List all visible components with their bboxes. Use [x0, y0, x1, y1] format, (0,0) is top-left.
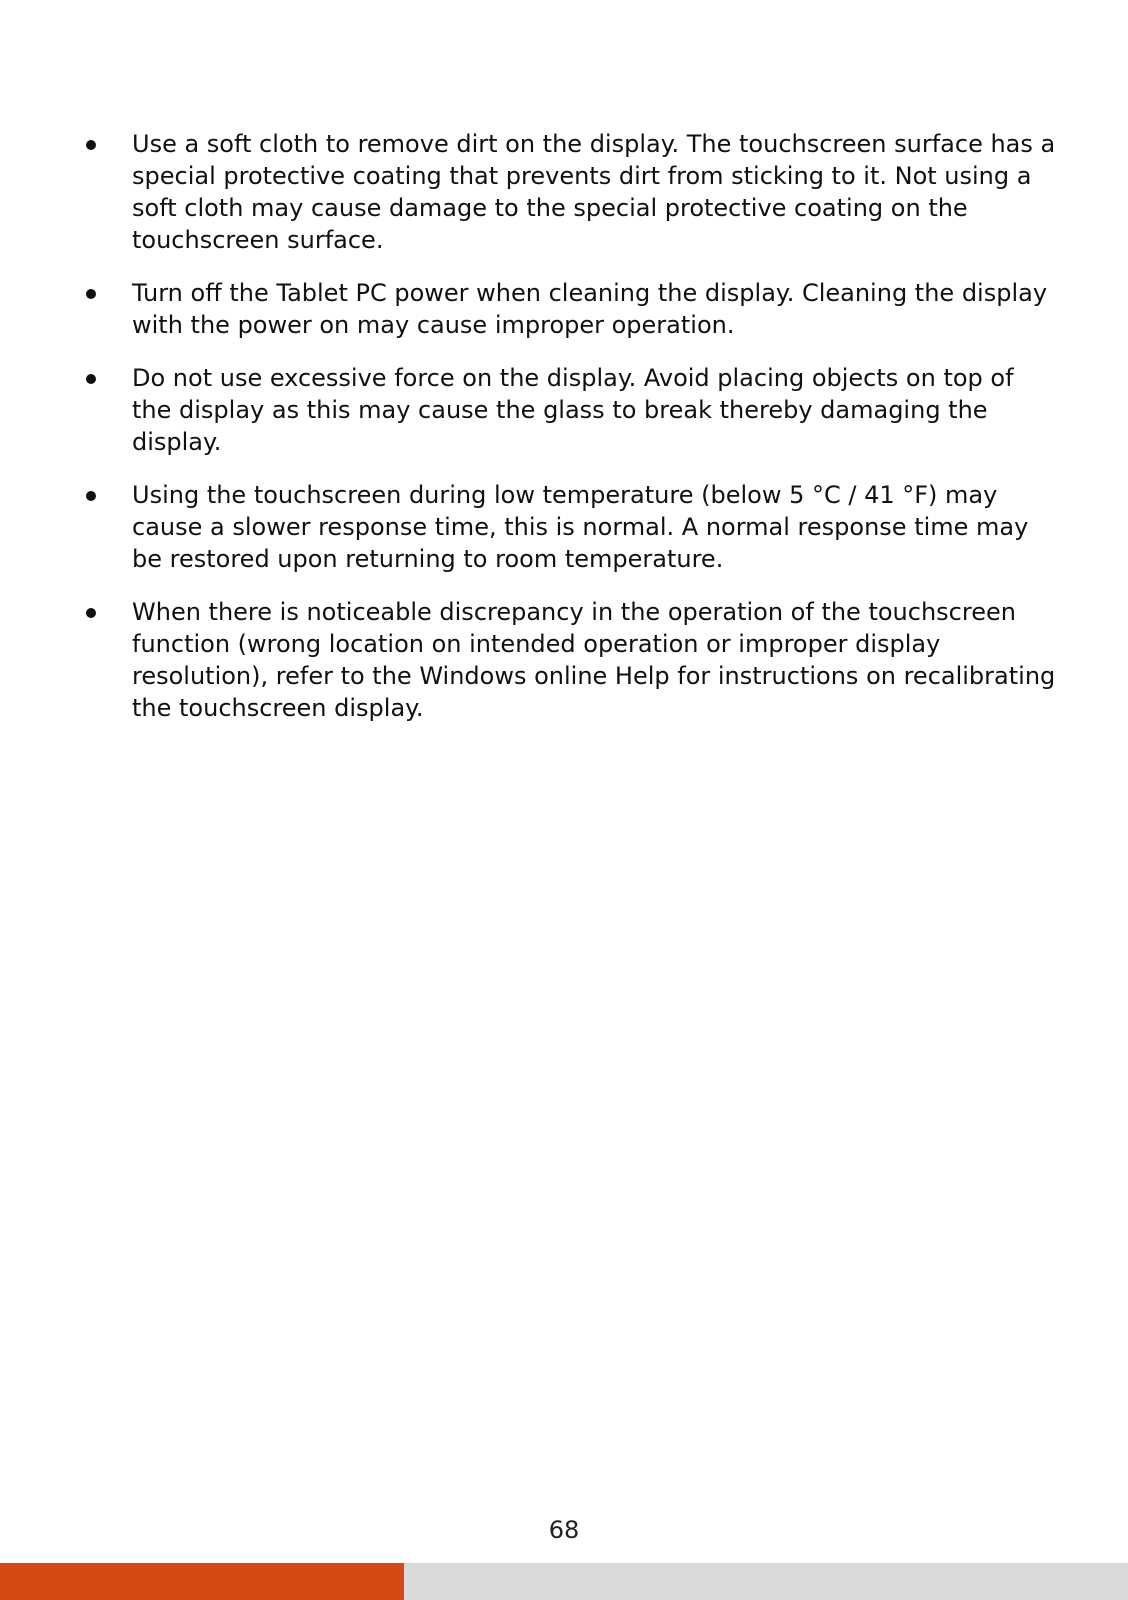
- list-item-text: When there is noticeable discrepancy in the operation of the touchscreen function (wrong location on intended operation or improper display resolution), refer to the Windows online Help for instructions on recalibrating the touchscreen display.: [132, 598, 1056, 722]
- bullet-list: [80, 128, 1060, 724]
- list-item: [80, 596, 1060, 724]
- page-number: 68: [548, 1516, 580, 1544]
- list-item: [80, 479, 1060, 575]
- list-item-text: Turn off the Tablet PC power when cleaning the display. Cleaning the display with the power on may cause improper operation.: [132, 279, 1048, 339]
- bullet-icon: [86, 608, 96, 618]
- bullet-icon: [86, 491, 96, 501]
- bullet-icon: [86, 140, 96, 150]
- bullet-icon: [86, 374, 96, 384]
- footer-bar: [0, 1563, 1128, 1600]
- list-item-text: Use a soft cloth to remove dirt on the display. The touchscreen surface has a special protective coating that prevents dirt from sticking to it. Not using a soft cloth may cause damage to the special protective coating on the touchscreen surface.: [132, 130, 1056, 254]
- list-item: [80, 277, 1060, 341]
- footer-accent-bar: [0, 1563, 404, 1600]
- page-content: [80, 128, 1060, 745]
- list-item: [80, 362, 1060, 458]
- list-item-text: Do not use excessive force on the display. Avoid placing objects on top of the display as this may cause the glass to break thereby damaging the display.: [132, 364, 1014, 456]
- list-item-text: Using the touchscreen during low temperature (below 5 °C / 41 °F) may cause a slower response time, this is normal. A normal response time may be restored upon returning to room temperature.: [132, 481, 1029, 573]
- bullet-icon: [86, 289, 96, 299]
- list-item: [80, 128, 1060, 256]
